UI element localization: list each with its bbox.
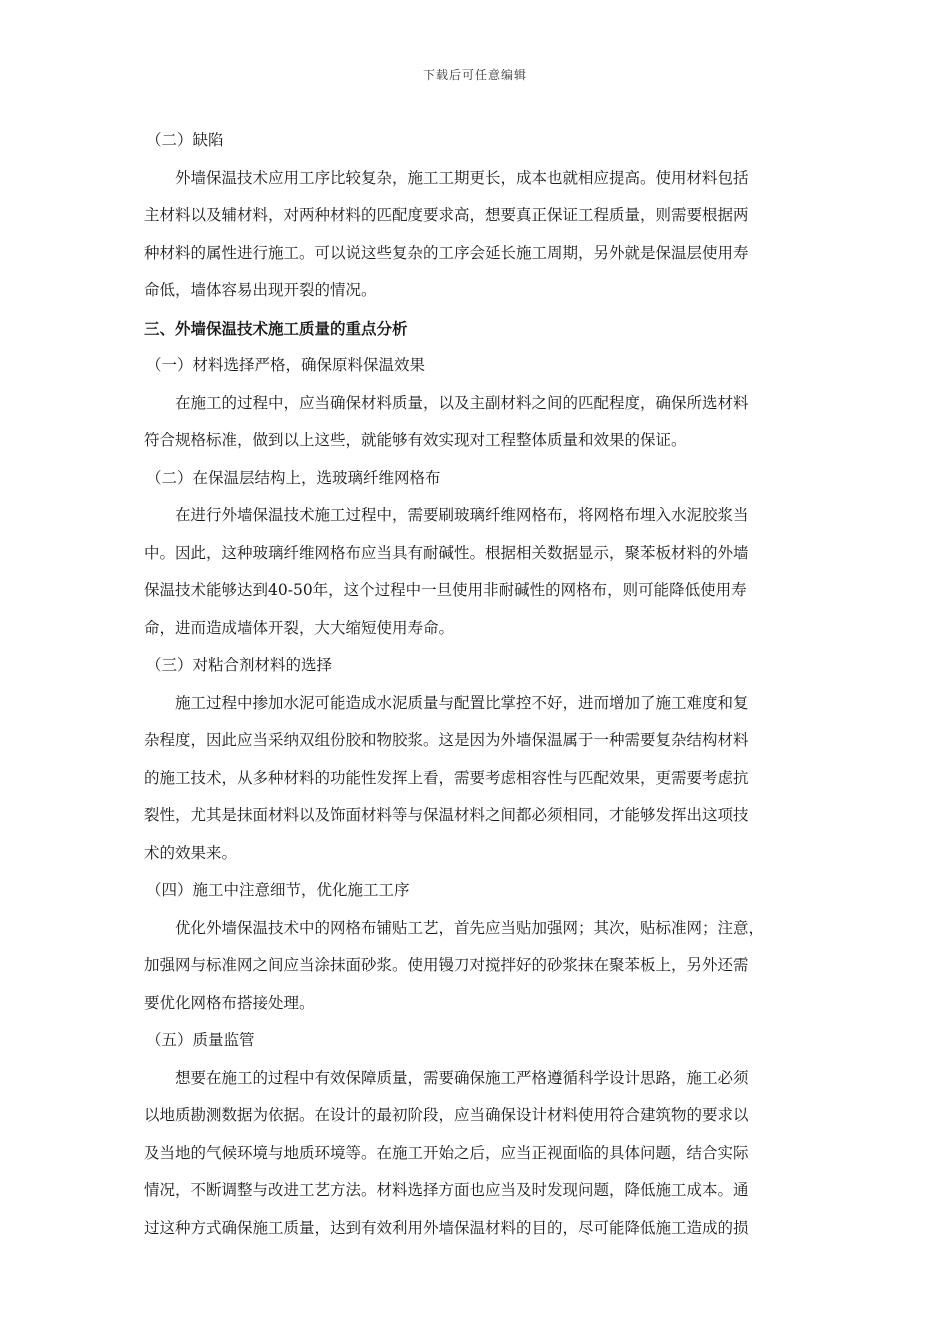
text-line: 保温技术能够达到40-50年，这个过程中一旦使用非耐碱性的网格布，则可能降低使用寿 — [144, 581, 747, 599]
document-body — [144, 122, 810, 1247]
subheading-adhesive: （三）对粘合剂材料的选择 — [146, 656, 333, 674]
page-header: 下载后可任意编辑 — [422, 68, 527, 82]
subheading-construction-details: （四）施工中注意细节，优化施工工序 — [146, 881, 410, 899]
paragraph-material-selection — [144, 385, 810, 460]
text-line: 要优化网格布搭接处理。 — [144, 993, 315, 1012]
text-line: 符合规格标准，做到以上这些，就能够有效实现对工程整体质量和效果的保证。 — [144, 431, 687, 449]
text-line: 杂程度，因此应当采纳双组份胶和物胶浆。这是因为外墙保温属于一种需要复杂结构材料 — [144, 731, 749, 749]
section-heading-3: 三、外墙保温技术施工质量的重点分析 — [144, 318, 408, 338]
text-line: 中。因此，这种玻璃纤维网格布应当具有耐碱性。根据相关数据显示，聚苯板材料的外墙 — [144, 543, 749, 562]
subheading-material-selection: （一）材料选择严格，确保原料保温效果 — [146, 356, 426, 374]
text-line: 想要在施工的过程中有效保障质量，需要确保施工严格遵循科学设计思路，施工必须 — [175, 1068, 749, 1087]
paragraph-quality-supervision — [144, 1060, 810, 1248]
text-line: 情况，不断调整与改进工艺方法。材料选择方面也应当及时发现问题，降低施工成本。通 — [144, 1181, 749, 1199]
subheading-glass-fiber-mesh: （二）在保温层结构上，选玻璃纤维网格布 — [146, 468, 441, 487]
text-line: 加强网与标准网之间应当涂抹面砂浆。使用镘刀对搅拌好的砂浆抹在聚苯板上，另外还需 — [144, 956, 749, 974]
text-line: 以地质勘测数据为依据。在设计的最初阶段，应当确保设计材料使用符合建筑物的要求以 — [144, 1106, 749, 1124]
text-line: 过这种方式确保施工质量，达到有效利用外墙保温材料的目的，尽可能降低施工造成的损 — [144, 1218, 749, 1237]
text-line: 及当地的气候环境与地质环境等。在施工开始之后，应当正视面临的具体问题，结合实际 — [144, 1143, 749, 1162]
text-line: 的施工技术，从多种材料的功能性发挥上看，需要考虑相容性与匹配效果，更需要考虑抗 — [144, 768, 749, 787]
text-line: 术的效果来。 — [144, 843, 238, 862]
text-line: 种材料的属性进行施工。可以说这些复杂的工序会延长施工周期，另外就是保温层使用寿 — [144, 243, 749, 262]
paragraph-adhesive — [144, 685, 810, 873]
text-line: 外墙保温技术应用工序比较复杂，施工工期更长，成本也就相应提高。使用材料包括 — [175, 168, 749, 187]
paragraph-construction-details — [144, 910, 810, 1023]
text-line: 裂性，尤其是抹面材料以及饰面材料等与保温材料之间都必须相同，才能够发挥出这项技 — [144, 806, 749, 824]
paragraph-defects — [144, 160, 810, 310]
text-line: 在施工的过程中，应当确保材料质量，以及主副材料之间的匹配程度，确保所选材料 — [175, 393, 749, 412]
subheading-defects: （二）缺陷 — [146, 131, 224, 149]
subheading-quality-supervision: （五）质量监管 — [146, 1031, 255, 1049]
text-line: 优化外墙保温技术中的网格布铺贴工艺，首先应当贴加强网；其次，贴标准网；注意， — [175, 918, 765, 937]
text-line: 施工过程中掺加水泥可能造成水泥质量与配置比掌控不好，进而增加了施工难度和复 — [175, 693, 749, 712]
paragraph-glass-fiber-mesh — [144, 497, 810, 647]
text-line: 命，进而造成墙体开裂，大大缩短使用寿命。 — [144, 618, 455, 637]
text-line: 主材料以及辅材料，对两种材料的匹配度要求高，想要真正保证工程质量，则需要根据两 — [144, 206, 749, 224]
text-line: 命低，墙体容易出现开裂的情况。 — [144, 281, 377, 299]
text-line: 在进行外墙保温技术施工过程中，需要刷玻璃纤维网格布，将网格布埋入水泥胶浆当 — [175, 506, 749, 524]
